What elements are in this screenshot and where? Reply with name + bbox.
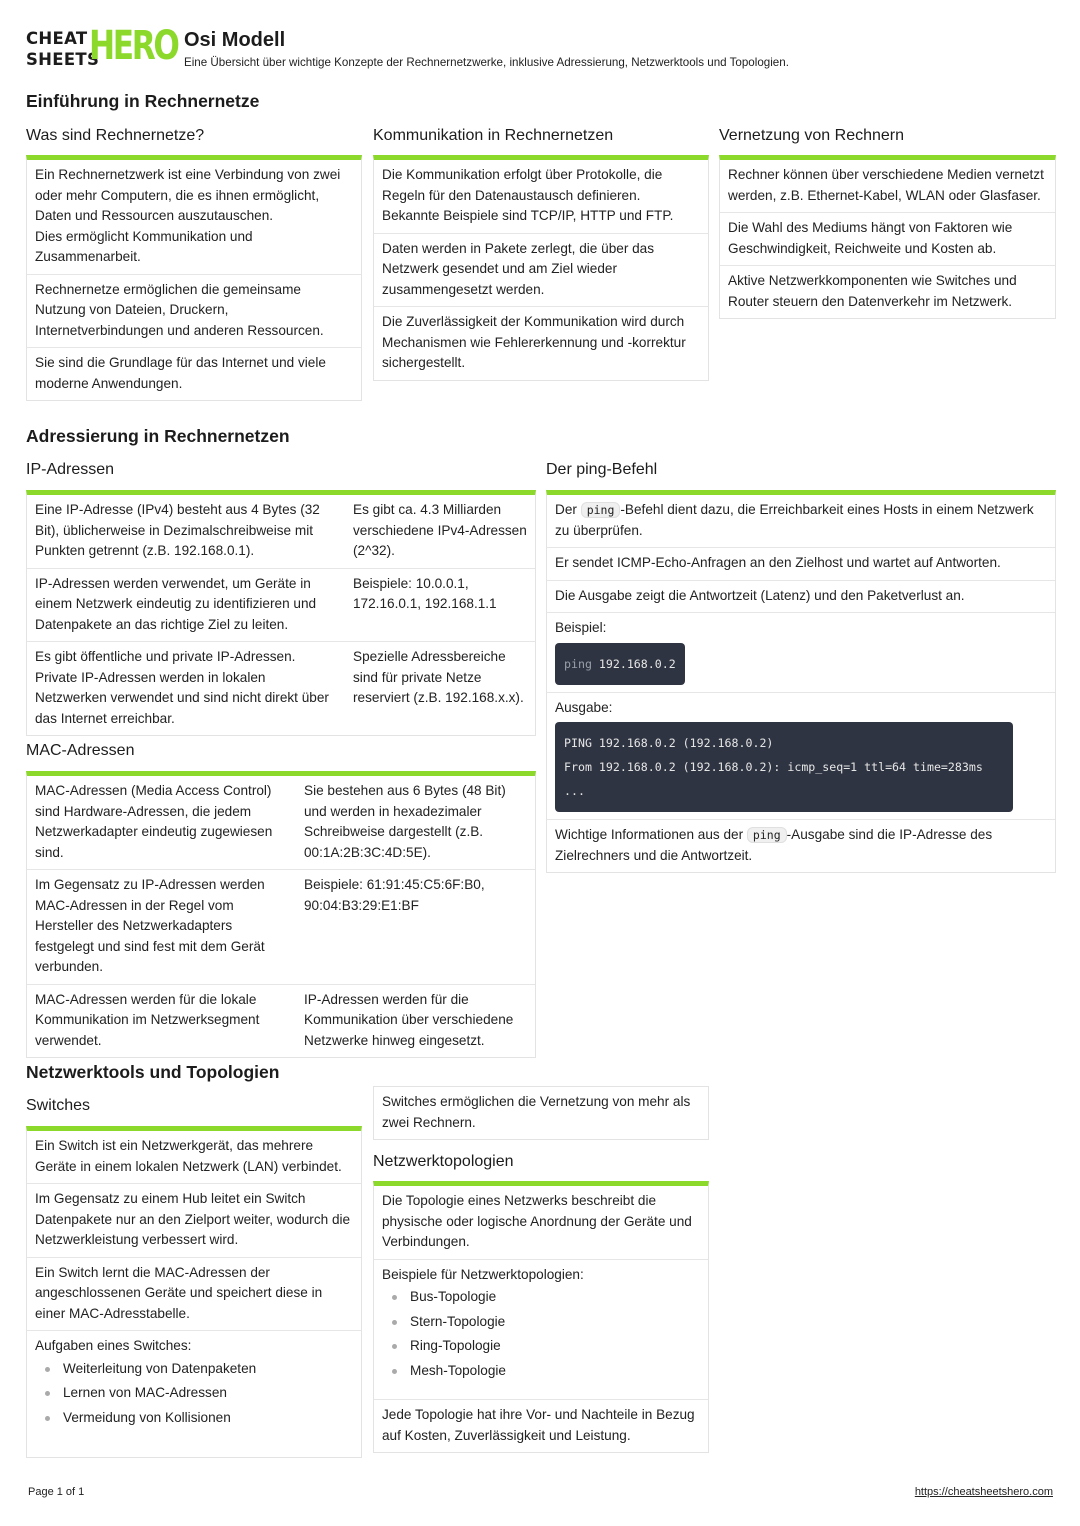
bullet-item: Mesh-Topologie (392, 1359, 700, 1384)
list-item: Ein Switch lernt die MAC-Adressen der angeschlossenen Geräte und speichert diese in einer MAC-Adresstabelle. (27, 1258, 361, 1332)
list-item: Jede Topologie hat ihre Vor- und Nachteile in Bezug auf Kosten, Zuverlässigkeit und Leistung. (382, 1407, 695, 1443)
card-title-mac: MAC-Adressen (26, 742, 135, 759)
code-line: From 192.168.0.2 (192.168.0.2): icmp_seq=1 ttl=64 time=283ms (564, 760, 983, 774)
bullet-item: Weiterleitung von Datenpaketen (45, 1357, 353, 1382)
output-label: Ausgabe: (555, 699, 613, 715)
list-item: Im Gegensatz zu einem Hub leitet ein Switch Datenpakete nur an den Zielport weiter, wodurch die Netzwerkleistung verbessert wird. (27, 1184, 361, 1258)
inline-code: ping (747, 827, 787, 843)
card-title-vernetzung: Vernetzung von Rechnern (719, 127, 905, 144)
text: -Ausgabe sind die IP-Adresse des Zielrechners und die Antwortzeit. (555, 827, 993, 863)
table-row (27, 495, 535, 569)
section-title-intro: Einführung in Rechnernetze (26, 91, 260, 111)
inline-code: ping (581, 502, 621, 518)
code-argument: 192.168.0.2 (591, 656, 676, 671)
bullet-item: Stern-Topologie (392, 1310, 700, 1335)
text: Wichtige Informationen aus der (555, 827, 747, 842)
table-row (27, 569, 535, 643)
card-switches-continued (373, 1086, 709, 1140)
topology-list (382, 1285, 700, 1383)
code-block-example[interactable] (555, 643, 685, 685)
table-cell: Es gibt ca. 4.3 Milliarden verschiedene IPv4-Adressen (2^32). (353, 502, 527, 558)
text: -Befehl dient dazu, die Erreichbarkeit eines Hosts in einem Netzwerk zu überprüfen. (555, 502, 1034, 538)
bullet-item: Lernen von MAC-Adressen (45, 1381, 353, 1406)
page-subtitle: Eine Übersicht über wichtige Konzepte der Rechnernetzwerke, inklusive Adressierung, Netzwerktools und Topologien. (184, 56, 789, 69)
tasks-label: Aufgaben eines Switches: (35, 1338, 192, 1353)
list-item: Die Wahl des Mediums hängt von Faktoren wie Geschwindigkeit, Reichweite und Kosten ab. (720, 213, 1055, 266)
table-cell: Beispiele: 61:91:45:C5:6F:B0, 90:04:B3:29:E1:BF (304, 877, 485, 913)
table-row (27, 985, 535, 1058)
card-ping (546, 490, 1056, 873)
logo-text-sheets: SHEETS (26, 50, 100, 69)
page-header (26, 23, 1056, 74)
table-cell: MAC-Adressen werden für die lokale Kommunikation im Netzwerksegment verwendet. (35, 991, 260, 1048)
card-kommunikation (373, 155, 709, 381)
list-item: Sie sind die Grundlage für das Internet und viele moderne Anwendungen. (35, 355, 326, 391)
list-item (374, 1260, 708, 1401)
list-item: Ein Rechnernetzwerk ist eine Verbindung von zwei oder mehr Computern, die es ihnen ermöglicht, Daten und Ressourcen auszutauschen. Dies ermöglicht Kommunikation und Zusammenarbeit. (27, 160, 361, 275)
card-vernetzung (719, 155, 1056, 319)
list-item: Switches ermöglichen die Vernetzung von mehr als zwei Rechnern. (382, 1094, 691, 1130)
table-cell: Sie bestehen aus 6 Bytes (48 Bit) und werden in hexadezimaler Schreibweise dargestellt (z.B. 00:1A:2B:3C:4D:5E). (304, 783, 506, 860)
list-item: Aktive Netzwerkkomponenten wie Switches und Router steuern den Datenverkehr im Netzwerk. (728, 273, 1017, 309)
table-cell: Spezielle Adressbereiche sind für private Netze reserviert (z.B. 192.168.x.x). (353, 649, 524, 705)
table-cell: IP-Adressen werden für die Kommunikation über verschiedene Netzwerke hinweg eingesetzt. (304, 991, 514, 1048)
text: Der (555, 502, 581, 517)
list-item: Die Topologie eines Netzwerks beschreibt die physische oder logische Anordnung der Geräte und Verbindungen. (374, 1186, 708, 1260)
cheatsheetshero-logo[interactable] (26, 23, 178, 72)
table-cell: Im Gegensatz zu IP-Adressen werden MAC-Adressen in der Regel vom Hersteller des Netzwerkadapters festgelegt und sind fest mit dem Gerät verbunden. (35, 877, 265, 974)
card-title-switches: Switches (26, 1097, 91, 1114)
list-item (547, 495, 1055, 548)
list-item: Die Ausgabe zeigt die Antwortzeit (Latenz) und den Paketverlust an. (547, 581, 1055, 614)
table-cell: MAC-Adressen (Media Access Control) sind Hardware-Adressen, die jedem Netzwerkadapter eindeutig zugewiesen sind. (35, 783, 273, 860)
page-number: Page 1 of 1 (28, 1486, 85, 1498)
footer-link[interactable]: https://cheatsheetshero.com (914, 1486, 1053, 1498)
bullet-item: Vermeidung von Kollisionen (45, 1406, 353, 1431)
list-item (547, 820, 1055, 872)
logo-text-hero: HERO (89, 23, 178, 69)
card-title-ping: Der ping-Befehl (546, 461, 658, 478)
card-was-sind (26, 155, 362, 401)
table-row (27, 642, 535, 735)
table-cell: Beispiele: 10.0.0.1, 172.16.0.1, 192.168.1.1 (353, 575, 497, 611)
card-topologien (373, 1181, 709, 1453)
table-row (27, 870, 535, 985)
card-title-was-sind: Was sind Rechnernetze? (26, 127, 205, 144)
card-title-kommunikation: Kommunikation in Rechnernetzen (373, 127, 614, 144)
card-title-topologien: Netzwerktopologien (373, 1153, 514, 1170)
list-item (547, 693, 1055, 821)
table-cell: Es gibt öffentliche und private IP-Adressen. Private IP-Adressen werden in lokalen Netzwerken verwendet und sind nicht direkt über das Internet erreichbar. (35, 649, 329, 726)
table-cell: Eine IP-Adresse (IPv4) besteht aus 4 Bytes (32 Bit), üblicherweise in Dezimalschreibweise mit Punkten getrennt (z.B. 192.168.0.1). (35, 502, 320, 558)
list-item: Er sendet ICMP-Echo-Anfragen an den Zielhost und wartet auf Antworten. (547, 548, 1055, 581)
section-title-netzwerktools: Netzwerktools und Topologien (26, 1062, 280, 1082)
code-line: PING 192.168.0.2 (192.168.0.2) (564, 736, 774, 750)
example-label: Beispiel: (555, 620, 607, 635)
list-item (27, 1331, 361, 1436)
card-mac-adressen (26, 771, 536, 1058)
list-item: Rechnernetze ermöglichen die gemeinsame Nutzung von Dateien, Druckern, Internetverbindungen und anderen Ressourcen. (27, 275, 361, 349)
bullet-item: Ring-Topologie (392, 1334, 700, 1359)
examples-label: Beispiele für Netzwerktopologien: (382, 1266, 584, 1282)
table-cell: IP-Adressen werden verwendet, um Geräte in einem Netzwerk eindeutig zu identifizieren und Datenpakete an das richtige Ziel zu leiten. (35, 575, 317, 632)
code-command: ping (564, 656, 592, 671)
bullet-item: Bus-Topologie (392, 1285, 700, 1310)
logo-text-cheat: CHEAT (26, 29, 88, 48)
card-switches (26, 1126, 362, 1458)
list-item: Rechner können über verschiedene Medien vernetzt werden, z.B. Ethernet-Kabel, WLAN oder Glasfaser. (720, 160, 1055, 213)
table-row (27, 776, 535, 870)
card-title-ip: IP-Adressen (26, 461, 115, 478)
code-line: ... (564, 784, 585, 798)
list-item: Die Kommunikation erfolgt über Protokolle, die Regeln für den Datenaustausch definieren. Bekannte Beispiele sind TCP/IP, HTTP und FTP. (374, 160, 708, 234)
list-item: Ein Switch ist ein Netzwerkgerät, das mehrere Geräte in einem lokalen Netzwerk (LAN) verbindet. (27, 1131, 361, 1184)
code-block-output[interactable] (555, 722, 1013, 812)
page-title: Osi Modell (184, 29, 286, 51)
section-title-adressierung: Adressierung in Rechnernetzen (26, 426, 290, 446)
list-item: Die Zuverlässigkeit der Kommunikation wird durch Mechanismen wie Fehlererkennung und -korrektur sichergestellt. (382, 314, 686, 370)
list-item (547, 613, 1055, 693)
tasks-list (35, 1357, 353, 1431)
card-ip-adressen (26, 490, 536, 736)
list-item: Daten werden in Pakete zerlegt, die über das Netzwerk gesendet und am Ziel wieder zusammengesetzt werden. (374, 234, 708, 308)
